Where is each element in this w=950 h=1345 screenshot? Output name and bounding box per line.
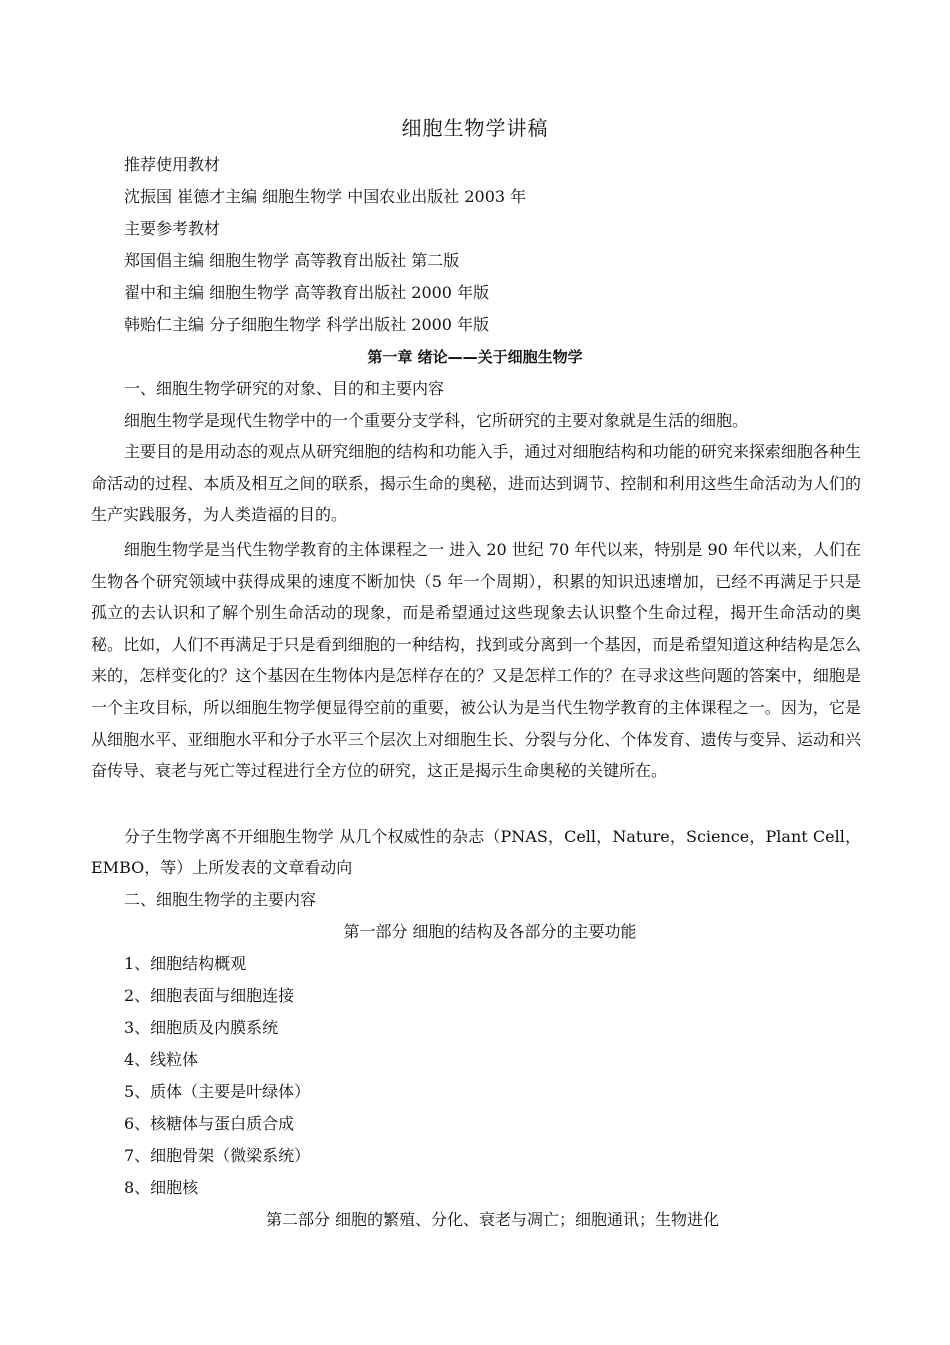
list-item: 3、细胞质及内膜系统: [124, 1018, 279, 1037]
list-item: 1、细胞结构概观: [124, 954, 247, 973]
list-item: 4、线粒体: [124, 1050, 199, 1069]
paragraph: 主要目的是用动态的观点从研究细胞的结构和功能入手，通过对细胞结构和功能的研究来探索细胞各种生命活动的过程、本质及相互之间的联系，揭示生命的奥秘，进而达到调节、控制和利用这些生命活动为人们的生产实践服务，为人类造福的目的。: [91, 442, 861, 525]
section-heading: 一、细胞生物学研究的对象、目的和主要内容: [124, 379, 445, 398]
section-heading: 二、细胞生物学的主要内容: [124, 890, 317, 909]
list-item: 5、质体（主要是叶绿体）: [124, 1082, 311, 1101]
recommended-textbook-item: 沈振国 崔德才主编 细胞生物学 中国农业出版社 2003 年: [124, 187, 527, 206]
part-title: 第一部分 细胞的结构及各部分的主要功能: [343, 922, 637, 941]
paragraph: 细胞生物学是现代生物学中的一个重要分支学科，它所研究的主要对象就是生活的细胞。: [124, 411, 749, 430]
list-item: 8、细胞核: [124, 1178, 199, 1197]
reference-textbook-item: 郑国倡主编 细胞生物学 高等教育出版社 第二版: [124, 251, 460, 270]
list-item: 2、细胞表面与细胞连接: [124, 986, 295, 1005]
list-item: 6、核糖体与蛋白质合成: [124, 1114, 295, 1133]
paragraph: 分子生物学离不开细胞生物学 从几个权威性的杂志（PNAS，Cell，Nature，Science，Plant Cell，EMBO，等）上所发表的文章看动向: [91, 827, 861, 877]
paragraph: 细胞生物学是当代生物学教育的主体课程之一 进入 20 世纪 70 年代以来，特别是 90 年代以来，人们在生物各个研究领域中获得成果的速度不断加快（5 年一个周期），积累的知识迅速增加，已经不再满足于只是孤立的去认识和了解个别生命活动的现象，而是希望通过这些现象去认识整个生命过程，揭开生命活动的奥秘。比如，人们不再满足于只是看到细胞的一种结构，找到或分离到一个基因，而是希望知道这种结构是怎么来的，怎样变化的？这个基因在生物体内是怎样存在的？又是怎样工作的？在寻求这些问题的答案中，细胞是一个主攻目标，所以细胞生物学便显得空前的重要，被公认为是当代生物学教育的主体课程之一。因为，它是从细胞水平、亚细胞水平和分子水平三个层次上对细胞生长、分裂与分化、个体发育、遗传与变异、运动和兴奋传导、衰老与死亡等过程进行全方位的研究，这正是揭示生命奥秘的关键所在。: [91, 540, 861, 781]
chapter-title: 第一章 绪论——关于细胞生物学: [367, 348, 583, 366]
reference-textbook-heading: 主要参考教材: [124, 219, 221, 238]
document-title: 细胞生物学讲稿: [401, 116, 549, 140]
reference-textbook-item: 翟中和主编 细胞生物学 高等教育出版社 2000 年版: [124, 283, 490, 302]
part-title: 第二部分 细胞的繁殖、分化、衰老与凋亡；细胞通讯；生物进化: [265, 1210, 720, 1229]
recommended-textbook-heading: 推荐使用教材: [124, 155, 221, 174]
reference-textbook-item: 韩贻仁主编 分子细胞生物学 科学出版社 2000 年版: [124, 315, 490, 334]
list-item: 7、细胞骨架（微梁系统）: [124, 1146, 311, 1165]
